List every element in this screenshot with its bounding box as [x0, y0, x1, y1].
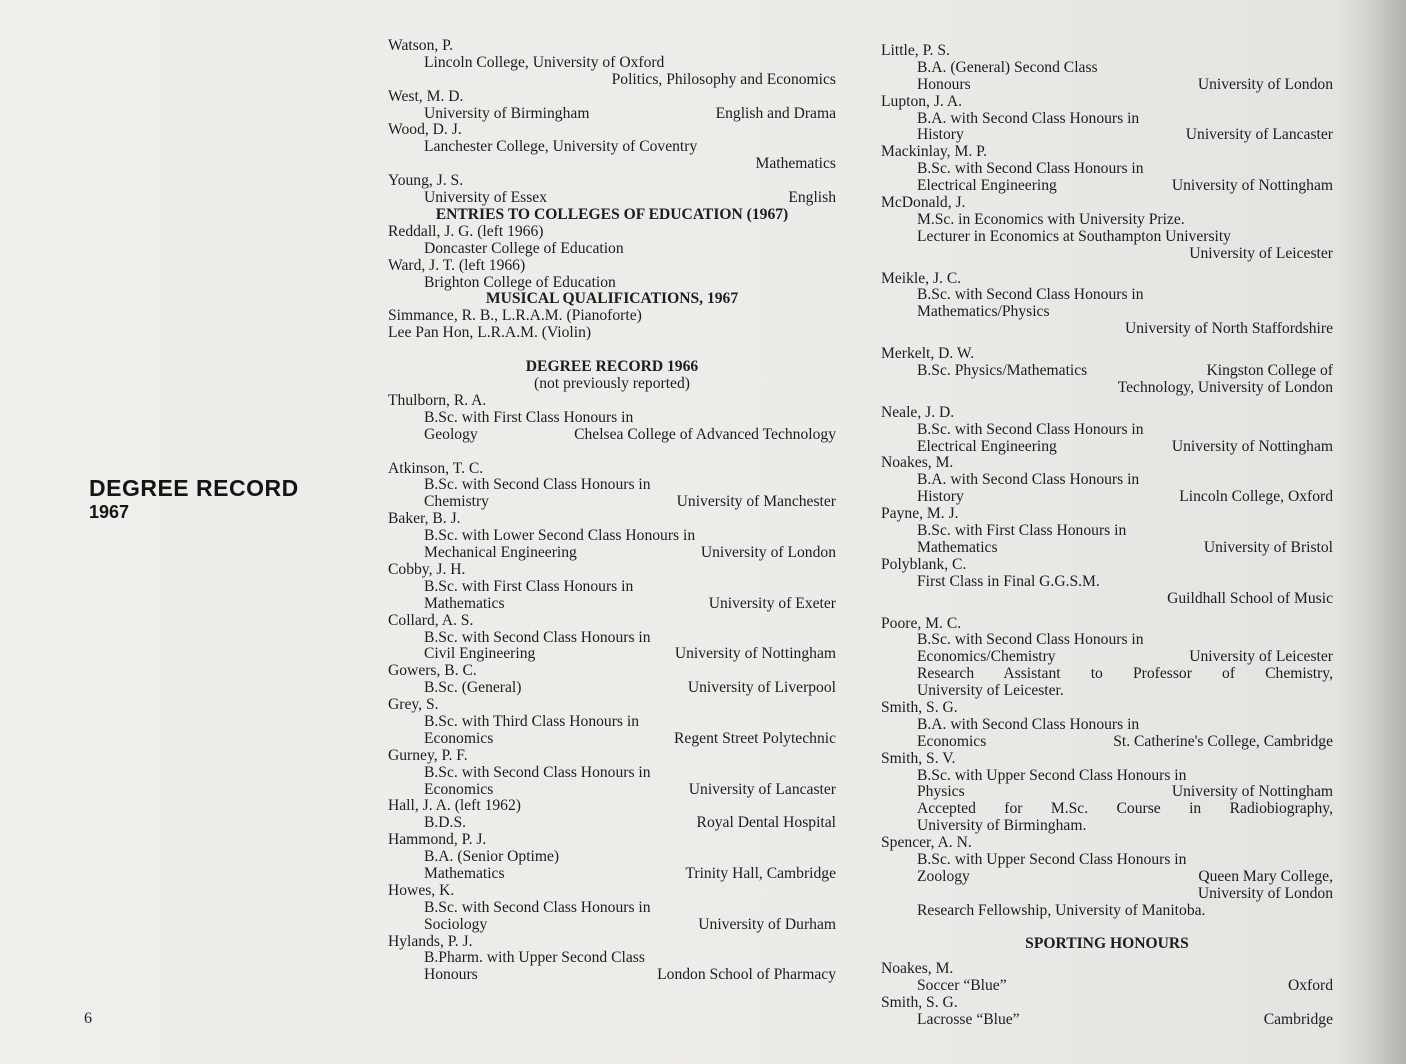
entry-detail: B.A. with Second Class Honours in: [917, 471, 1140, 489]
person-name: Meikle, J. C.: [881, 269, 962, 287]
entry-detail: B.Sc. with Second Class Honours in: [424, 763, 651, 781]
section-heading: ENTRIES TO COLLEGES OF EDUCATION (1967): [435, 205, 789, 223]
entry-detail: First Class in Final G.G.S.M.: [917, 572, 1100, 590]
left-text-column: [388, 38, 836, 984]
spacer: [388, 342, 836, 359]
detail-subject: Economics: [424, 729, 494, 747]
detail-subject: Lacrosse “Blue”: [917, 1011, 1020, 1029]
entry-detail: B.Sc. with Upper Second Class Honours in: [917, 850, 1187, 868]
person-name: Gurney, P. F.: [388, 746, 468, 764]
entry-detail-row: [881, 439, 1333, 456]
right-text-column: [881, 43, 1333, 1029]
entry-detail-row: [388, 967, 836, 984]
entry-detail: B.Sc. with Second Class Honours in: [917, 286, 1144, 304]
detail-institution: Cambridge: [1263, 1011, 1333, 1029]
entry-detail: B.Sc. with First Class Honours in: [917, 522, 1127, 540]
entry-detail-row: [881, 649, 1333, 666]
page-number: 6: [84, 1010, 92, 1027]
entry-detail-row: [388, 866, 836, 883]
person-name: Cobby, J. H.: [388, 560, 466, 578]
entry-detail: Lanchester College, University of Coventry: [424, 138, 698, 156]
detail-subject: Mathematics: [917, 538, 998, 556]
person-name: Polyblank, C.: [881, 555, 967, 573]
detail-subject: Sociology: [424, 915, 488, 933]
detail-institution: Kingston College of: [1206, 362, 1333, 380]
entry-detail: Lecturer in Economics at Southampton University: [917, 227, 1231, 245]
entry-detail: Mathematics/Physics: [917, 303, 1050, 321]
person-name: Gowers, B. C.: [388, 662, 477, 680]
entry-detail-row: [388, 190, 836, 207]
entry-detail-right: University of Leicester: [1189, 244, 1333, 262]
person-name: Smith, S. G.: [881, 698, 958, 716]
detail-subject: University of Essex: [424, 189, 547, 207]
detail-subject: Physics: [917, 783, 965, 801]
detail-institution: University of Durham: [698, 915, 836, 933]
detail-subject: Mathematics: [424, 594, 505, 612]
detail-subject: Chemistry: [424, 493, 489, 511]
entry-detail: B.Sc. with Third Class Honours in: [424, 712, 640, 730]
person-name: Howes, K.: [388, 881, 455, 899]
entry-detail-row: [388, 106, 836, 123]
entry-detail: M.Sc. in Economics with University Prize.: [917, 210, 1185, 228]
detail-institution: University of Bristol: [1203, 538, 1333, 556]
detail-subject: Mathematics: [424, 864, 505, 882]
entry-detail-right: Politics, Philosophy and Economics: [611, 70, 836, 88]
detail-subject: Economics/Chemistry: [917, 648, 1056, 666]
entry-detail-row: [881, 978, 1333, 995]
person-name: Thulborn, R. A.: [388, 392, 487, 410]
entry-detail: B.A. with Second Class Honours in: [917, 109, 1140, 127]
entry-detail-right: Mathematics: [755, 155, 836, 173]
detail-subject: Electrical Engineering: [917, 437, 1057, 455]
person-name: McDonald, J.: [881, 194, 966, 212]
person-name: Smith, S. V.: [881, 749, 956, 767]
person-name: Watson, P.: [388, 37, 454, 54]
section-heading: DEGREE RECORD 1966: [525, 358, 699, 376]
section-heading: SPORTING HONOURS: [1025, 935, 1189, 953]
person-name: Simmance, R. B., L.R.A.M. (Pianoforte): [388, 307, 642, 325]
entry-detail-right: University of London: [1197, 884, 1333, 902]
person-name: Lupton, J. A.: [881, 92, 963, 110]
detail-institution: English and Drama: [715, 104, 836, 122]
entry-detail: B.A. with Second Class Honours in: [917, 715, 1140, 733]
entry-detail-justified: Research Assistant to Professor of Chemistry,: [917, 665, 1333, 683]
person-name: Lee Pan Hon, L.R.A.M. (Violin): [388, 324, 592, 342]
detail-institution: St. Catherine's College, Cambridge: [1113, 732, 1333, 750]
entry-detail-row: [881, 869, 1333, 886]
entry-detail: B.Sc. with Upper Second Class Honours in: [917, 766, 1187, 784]
detail-subject: Mechanical Engineering: [424, 544, 577, 562]
entry-detail: B.Sc. with Second Class Honours in: [424, 476, 651, 494]
detail-institution: University of Manchester: [676, 493, 836, 511]
detail-institution: University of Exeter: [708, 594, 836, 612]
entry-detail: B.Sc. with Second Class Honours in: [424, 898, 651, 916]
entry-detail: B.Sc. with Second Class Honours in: [917, 160, 1144, 178]
entry-detail: Research Fellowship, University of Manitoba.: [917, 901, 1206, 919]
detail-institution: English: [788, 189, 836, 207]
entry-detail: B.A. (Senior Optime): [424, 848, 560, 866]
side-heading-line1: DEGREE RECORD: [89, 475, 299, 501]
entry-detail-row: [881, 363, 1333, 380]
entry-detail: Doncaster College of Education: [424, 239, 624, 257]
detail-institution: University of London: [1197, 75, 1333, 93]
detail-institution: Royal Dental Hospital: [696, 814, 836, 832]
entry-detail: B.Sc. with First Class Honours in: [424, 577, 634, 595]
detail-subject: B.Sc. Physics/Mathematics: [917, 362, 1088, 380]
entry-detail-right: Guildhall School of Music: [1167, 589, 1333, 607]
entry-detail-row: [388, 680, 836, 697]
person-name: Ward, J. T. (left 1966): [388, 256, 526, 274]
detail-subject: Zoology: [917, 867, 970, 885]
detail-institution: Oxford: [1287, 977, 1333, 995]
entry-detail-row: [881, 178, 1333, 195]
person-name: Wood, D. J.: [388, 121, 462, 139]
person-name: Young, J. S.: [388, 172, 464, 190]
entry-detail: B.Sc. with Lower Second Class Honours in: [424, 527, 696, 545]
spacer: [388, 444, 836, 461]
detail-institution: Queen Mary College,: [1198, 867, 1333, 885]
entry-detail-row: [388, 427, 836, 444]
detail-institution: Regent Street Polytechnic: [674, 729, 836, 747]
entry-detail-right: University of North Staffordshire: [1124, 320, 1333, 338]
detail-subject: Economics: [424, 780, 494, 798]
spacer: [881, 920, 1333, 937]
entry-detail: B.A. (General) Second Class: [917, 58, 1098, 76]
person-name: Hylands, P. J.: [388, 932, 473, 950]
person-name: Collard, A. S.: [388, 611, 474, 629]
detail-institution: University of Liverpool: [687, 679, 836, 697]
detail-institution: University of Lancaster: [688, 780, 836, 798]
detail-subject: Geology: [424, 425, 478, 443]
entry-detail: Lincoln College, University of Oxford: [424, 53, 665, 71]
person-name: Smith, S. G.: [881, 994, 958, 1012]
entry-detail: University of Birmingham.: [917, 817, 1087, 835]
entry-detail: B.Sc. with Second Class Honours in: [917, 420, 1144, 438]
person-name: Reddall, J. G. (left 1966): [388, 222, 544, 240]
entry-detail-row: [881, 784, 1333, 801]
person-name: Noakes, M.: [881, 454, 954, 472]
detail-subject: History: [917, 126, 964, 144]
section-heading: MUSICAL QUALIFICATIONS, 1967: [485, 290, 739, 308]
detail-subject: University of Birmingham: [424, 104, 590, 122]
detail-institution: University of Nottingham: [1171, 177, 1333, 195]
entry-detail-row: [388, 596, 836, 613]
person-name: Spencer, A. N.: [881, 834, 972, 852]
detail-subject: B.Sc. (General): [424, 679, 522, 697]
side-heading: [89, 476, 299, 524]
entry-detail-row: [388, 545, 836, 562]
entry-detail-row: [388, 494, 836, 511]
detail-subject: Soccer “Blue”: [917, 977, 1007, 995]
entry-detail-row: [388, 782, 836, 799]
person-name: Mackinlay, M. P.: [881, 143, 987, 161]
person-name: Grey, S.: [388, 696, 439, 714]
person-name: Hammond, P. J.: [388, 831, 487, 849]
entry-detail-row: [388, 815, 836, 832]
detail-institution: Lincoln College, Oxford: [1179, 488, 1333, 506]
entry-detail: B.Sc. with Second Class Honours in: [424, 628, 651, 646]
detail-subject: Civil Engineering: [424, 645, 536, 663]
detail-institution: University of London: [700, 544, 836, 562]
entry-detail-justified: Accepted for M.Sc. Course in Radiobiography,: [917, 800, 1333, 818]
detail-institution: Trinity Hall, Cambridge: [685, 864, 836, 882]
entry-detail-row: [881, 77, 1333, 94]
person-name: Noakes, M.: [881, 960, 954, 978]
detail-subject: History: [917, 488, 964, 506]
person-name: Neale, J. D.: [881, 403, 955, 421]
detail-institution: University of Leicester: [1189, 648, 1333, 666]
entry-detail: B.Pharm. with Upper Second Class: [424, 949, 645, 967]
detail-institution: Chelsea College of Advanced Technology: [574, 425, 836, 443]
detail-institution: London School of Pharmacy: [657, 966, 836, 984]
detail-institution: University of Nottingham: [1171, 437, 1333, 455]
person-name: Hall, J. A. (left 1962): [388, 797, 521, 815]
section-subheading: (not previously reported): [534, 375, 690, 393]
book-spine-shadow: [1336, 0, 1406, 1064]
detail-subject: Honours: [917, 75, 971, 93]
person-name: Poore, M. C.: [881, 614, 962, 632]
entry-detail-row: [881, 489, 1333, 506]
entry-detail-row: [388, 646, 836, 663]
person-name: Little, P. S.: [881, 42, 950, 59]
person-name: Atkinson, T. C.: [388, 459, 484, 477]
person-name: Merkelt, D. W.: [881, 345, 975, 363]
entry-detail: Brighton College of Education: [424, 273, 616, 291]
entry-detail-row: [388, 731, 836, 748]
side-heading-line2: 1967: [89, 502, 130, 522]
entry-detail-right: Technology, University of London: [1117, 378, 1333, 396]
detail-institution: University of Nottingham: [674, 645, 836, 663]
entry-detail-row: [881, 734, 1333, 751]
person-name: Payne, M. J.: [881, 505, 959, 523]
entry-detail-row: [881, 127, 1333, 144]
detail-institution: University of Nottingham: [1171, 783, 1333, 801]
entry-detail-row: [881, 1012, 1333, 1029]
entry-detail: University of Leicester.: [917, 682, 1064, 700]
entry-detail-row: [388, 917, 836, 934]
detail-subject: Electrical Engineering: [917, 177, 1057, 195]
entry-detail: B.Sc. with Second Class Honours in: [917, 631, 1144, 649]
entry-detail: B.Sc. with First Class Honours in: [424, 408, 634, 426]
person-name: Baker, B. J.: [388, 510, 461, 528]
detail-institution: University of Lancaster: [1185, 126, 1333, 144]
entry-detail-row: [881, 540, 1333, 557]
detail-subject: B.D.S.: [424, 814, 467, 832]
detail-subject: Honours: [424, 966, 478, 984]
detail-subject: Economics: [917, 732, 987, 750]
person-name: West, M. D.: [388, 87, 464, 105]
